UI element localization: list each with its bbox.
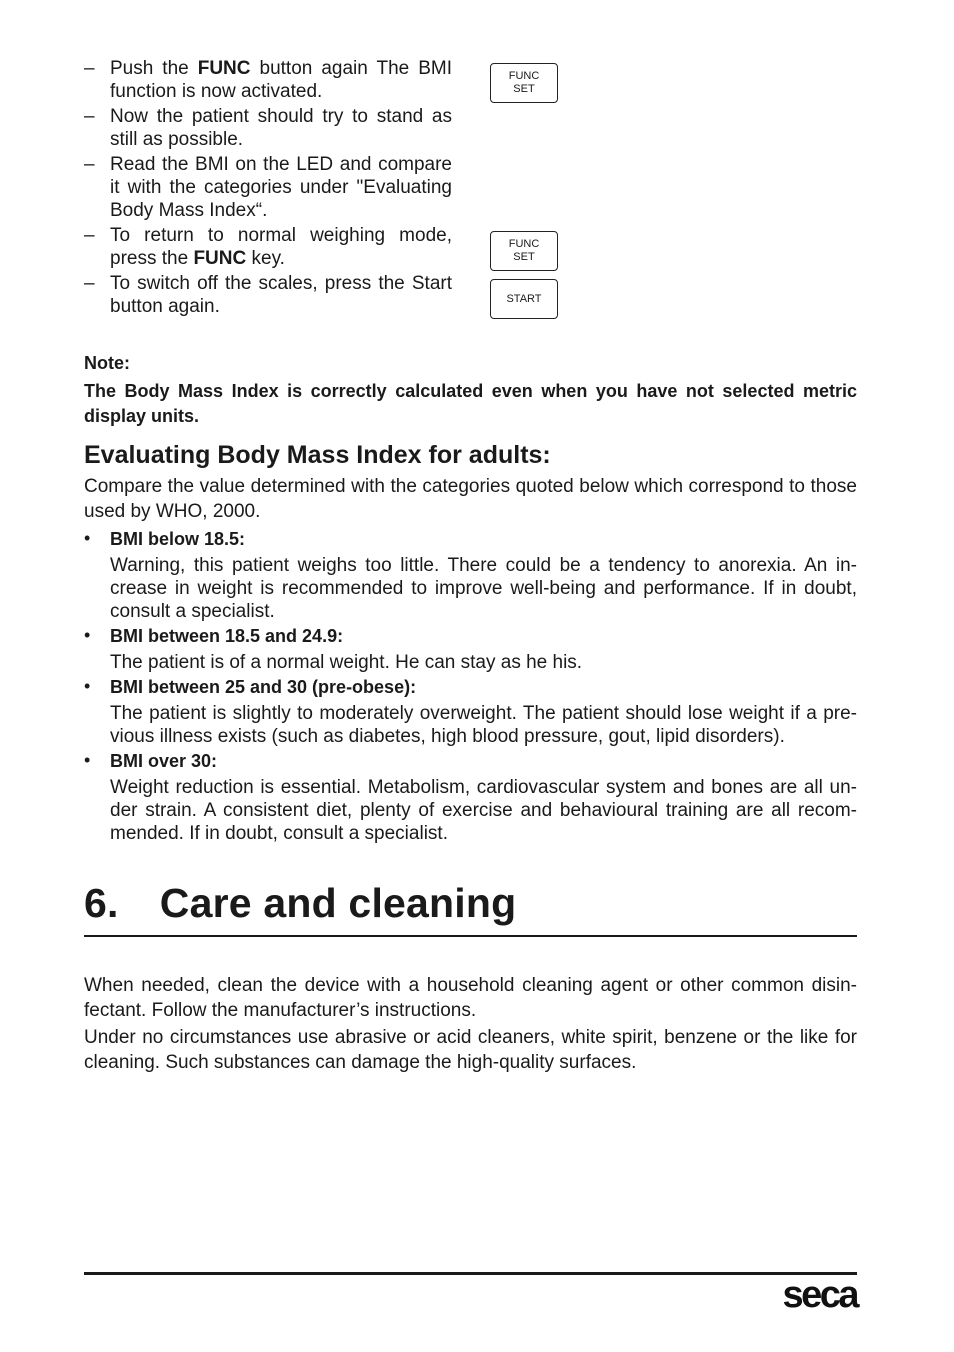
- bmi-category-list: [84, 528, 857, 847]
- step-text: Read the BMI on the LED and compare it with the categories under "Evaluating Body Mass Index“.: [110, 154, 452, 221]
- dash-marker: –: [84, 154, 95, 175]
- bmi-category-text: Weight reduction is essential. Metabolism, cardiovascular system and bones are all un-der strain. A consistent diet, plenty of exercise and behavioural training are all recom-mended. If in doubt, consult a specialist.: [110, 777, 857, 844]
- care-paragraph: When needed, clean the device with a household cleaning agent or other common disin-fectant. Follow the manufacturer’s instructions.: [84, 975, 857, 1021]
- bmi-category-label: BMI over 30:: [110, 751, 218, 771]
- instruction-step: [84, 57, 452, 103]
- chapter-heading: 6. Care and cleaning: [84, 880, 517, 926]
- step-text: Push the: [110, 58, 198, 79]
- instruction-step: [84, 153, 452, 222]
- bmi-category: [84, 528, 857, 623]
- bmi-category: [84, 676, 857, 748]
- bmi-category-label: BMI between 25 and 30 (pre-obese):: [110, 677, 417, 697]
- func-set-key-illustration: [490, 231, 558, 271]
- bmi-category: [84, 625, 857, 674]
- step-key-name: FUNC: [193, 248, 247, 269]
- instruction-list: [84, 57, 452, 320]
- instruction-step: [84, 105, 452, 151]
- step-text: To return to normal weighing mode, press the: [110, 225, 452, 269]
- bmi-category-text: Warning, this patient weighs too little. There could be a tendency to anorexia. An in-crease in weight is recommended to improve well-being and performance. If in doubt, consult a specialist.: [110, 555, 857, 622]
- bullet-marker: •: [84, 676, 91, 696]
- step-text: key.: [246, 248, 285, 269]
- instruction-step: [84, 224, 452, 270]
- bullet-marker: •: [84, 528, 91, 548]
- step-key-name: FUNC: [197, 58, 251, 79]
- bmi-category-label: BMI below 18.5:: [110, 529, 246, 549]
- dash-marker: –: [84, 273, 95, 294]
- bullet-marker: •: [84, 625, 91, 645]
- key-label: FUNC: [508, 70, 540, 82]
- note-title: Note:: [84, 353, 130, 373]
- footer-rule: [84, 1272, 857, 1275]
- note-text: The Body Mass Index is correctly calculated even when you have not selected metric display units.: [84, 381, 857, 426]
- bmi-category-label: BMI between 18.5 and 24.9:: [110, 626, 344, 646]
- bmi-category-text: The patient is of a normal weight. He can stay as he his.: [110, 652, 583, 673]
- key-label: FUNC: [508, 238, 540, 250]
- dash-marker: –: [84, 106, 95, 127]
- key-label: SET: [513, 251, 535, 263]
- dash-marker: –: [84, 225, 95, 246]
- bmi-category-text: The patient is slightly to moderately overweight. The patient should lose weight if a pre-vious illness exists (such as diabetes, high blood pressure, gout, lipid disorders).: [110, 703, 857, 747]
- dash-marker: –: [84, 58, 95, 79]
- seca-logo: seca: [782, 1274, 857, 1316]
- start-key-illustration: [490, 279, 558, 319]
- step-text: Now the patient should try to stand as still as possible.: [110, 106, 452, 150]
- bullet-marker: •: [84, 750, 91, 770]
- care-paragraph: Under no circumstances use abrasive or acid cleaners, white spirit, benzene or the like for cleaning. Such substances can damage the high-quality surfaces.: [84, 1027, 857, 1073]
- step-text: button again The BMI function is now activated.: [110, 58, 453, 102]
- section-intro: Compare the value determined with the categories quoted below which correspond to those used by WHO, 2000.: [84, 476, 857, 522]
- key-label: SET: [513, 83, 535, 95]
- step-text: To switch off the scales, press the Start button again.: [110, 273, 452, 317]
- section-heading: Evaluating Body Mass Index for adults:: [84, 441, 551, 469]
- heading-rule: [84, 935, 857, 937]
- bmi-category: [84, 750, 857, 845]
- func-set-key-illustration: [490, 63, 558, 103]
- care-text: [84, 973, 857, 1077]
- key-label: START: [506, 292, 542, 305]
- manual-page: [84, 0, 857, 1352]
- instruction-step: [84, 272, 452, 318]
